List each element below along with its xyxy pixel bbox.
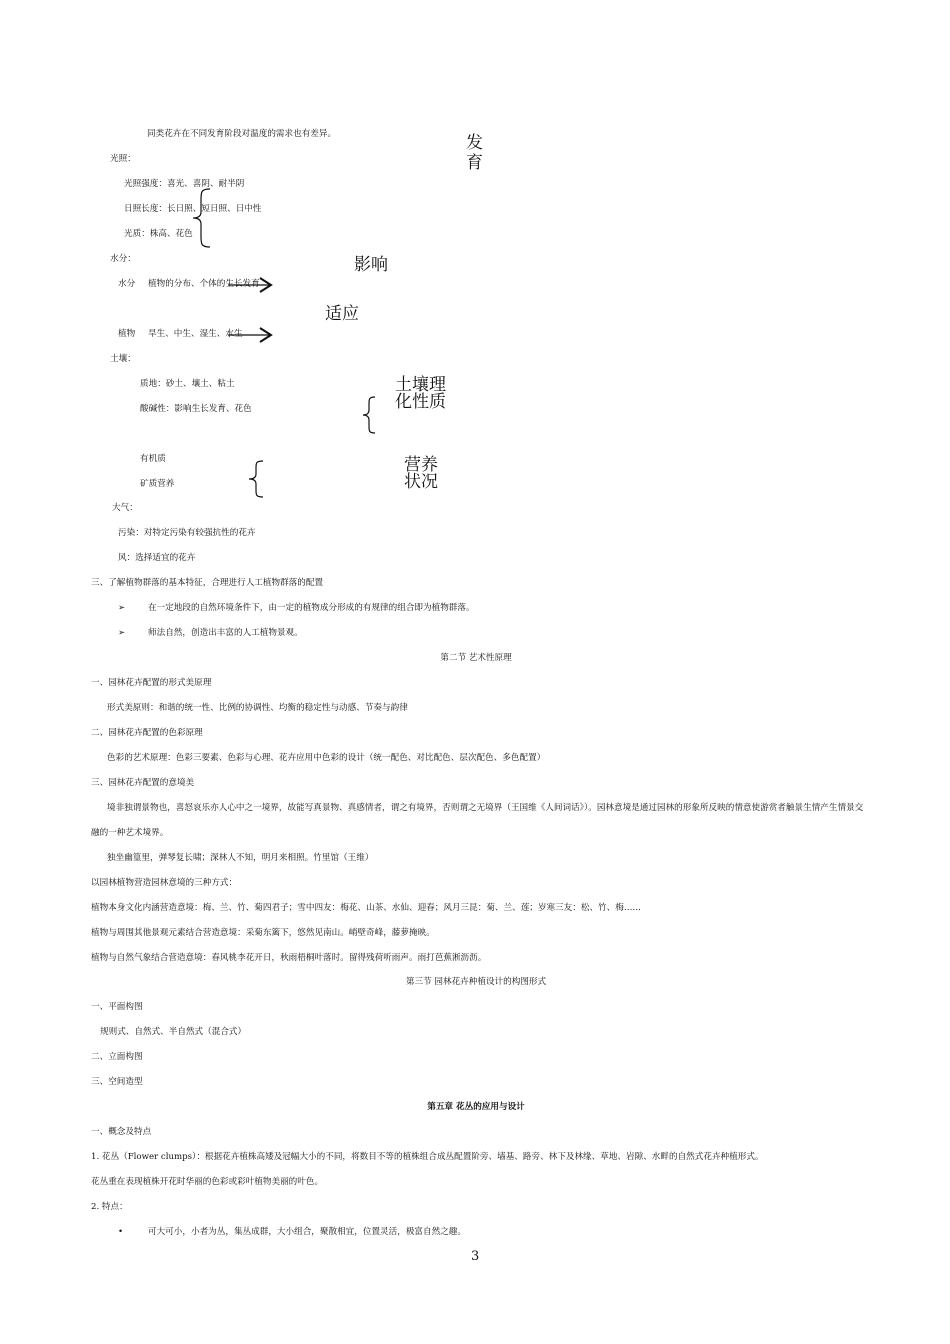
plant-col1: 植物 bbox=[118, 329, 136, 339]
chapter-5-title: 第五章 花丛的应用与设计 bbox=[427, 1102, 525, 1112]
water-col2: 植物的分布、个体的生长发育 bbox=[148, 279, 260, 289]
soil-property-brace bbox=[360, 396, 378, 434]
soil-property-label-1: 土壤理 bbox=[395, 375, 446, 395]
composition-heading-2: 二、立面构图 bbox=[91, 1052, 143, 1062]
bullet-marker-1: ➢ bbox=[118, 603, 126, 613]
nutrition-brace bbox=[246, 460, 266, 498]
wind-line: 风：选择适宜的花卉 bbox=[118, 553, 196, 563]
water-col1: 水分 bbox=[118, 279, 136, 289]
pollution-line: 污染：对特定污染有较强抗性的花卉 bbox=[118, 528, 256, 538]
soil-ph: 酸碱性：影响生长发育、花色 bbox=[140, 404, 252, 414]
composition-heading-1: 一、平面构图 bbox=[91, 1002, 143, 1012]
art-body-1: 形式美原则：和谐的统一性、比例的协调性、均衡的稳定性与动感、节奏与韵律 bbox=[107, 703, 408, 713]
soil-property-label-2: 化性质 bbox=[395, 392, 446, 412]
temp-note: 同类花卉在不同发育阶段对温度的需求也有差异。 bbox=[147, 129, 337, 139]
mineral-nutrition: 矿质营养 bbox=[140, 479, 175, 489]
way-3: 植物与自然气象结合营造意境：春风桃李花开日，秋雨梧桐叶落时。留得残荷听雨声。雨打芭蕉淅沥沥。 bbox=[91, 953, 487, 963]
light-heading: 光照： bbox=[110, 154, 136, 164]
influence-label: 影响 bbox=[354, 255, 388, 275]
composition-heading-3: 三、空间造型 bbox=[91, 1077, 143, 1087]
feature-item-1: 可大可小，小者为丛，集丛成群，大小组合，聚散相宜，位置灵活，极富自然之趣。 bbox=[148, 1227, 466, 1237]
develop-label-1: 发 bbox=[466, 133, 483, 153]
adapt-arrow bbox=[228, 327, 274, 343]
adapt-label: 适应 bbox=[325, 304, 359, 324]
art-heading-1: 一、园林花卉配置的形式美原理 bbox=[91, 678, 212, 688]
bullet-marker-2: ➢ bbox=[118, 628, 126, 638]
water-heading: 水分： bbox=[110, 254, 136, 264]
bullet-item-2: 师法自然，创造出丰富的人工植物景观。 bbox=[148, 628, 303, 638]
three-ways-heading: 以园林植物营造园林意境的三种方式： bbox=[91, 878, 238, 888]
definition-1: 1. 花丛（Flower clumps）：根据花卉植株高矮及冠幅大小的不同，将数目不等的植株组合成丛配置阶旁、墙基、路旁、林下及林缘、草地、岩隙、水畔的自然式花卉种植形式。 bbox=[91, 1152, 764, 1162]
section-3-title: 第三节 园林花卉种植设计的构图形式 bbox=[405, 977, 547, 987]
art-body-3-line-2: 融的一种艺术境界。 bbox=[91, 828, 169, 838]
light-length: 日照长度：长日照、短日照、日中性 bbox=[124, 204, 262, 214]
nutrition-label-2: 状况 bbox=[404, 472, 438, 492]
art-heading-2: 二、园林花卉配置的色彩原理 bbox=[91, 728, 203, 738]
light-intensity: 光照强度：喜光、喜阴、耐半阴 bbox=[124, 179, 245, 189]
definition-2: 花丛重在表现植株开花时华丽的色彩或彩叶植物美丽的叶色。 bbox=[91, 1177, 324, 1187]
poem-line: 独坐幽篁里，弹琴复长啸；深林人不知，明月来相照。竹里馆（王维） bbox=[107, 853, 374, 863]
concept-heading: 一、概念及特点 bbox=[91, 1127, 152, 1137]
develop-label-2: 育 bbox=[466, 153, 483, 173]
bullet-item-1: 在一定地段的自然环境条件下，由一定的植物成分形成的有规律的组合即为植物群落。 bbox=[148, 603, 475, 613]
light-quality: 光质：株高、花色 bbox=[124, 229, 193, 239]
art-heading-3: 三、园林花卉配置的意境美 bbox=[91, 778, 195, 788]
soil-heading: 土壤： bbox=[110, 354, 136, 364]
plant-col2: 旱生、中生、湿生、水生 bbox=[148, 329, 243, 339]
section-2-title: 第二节 艺术性原理 bbox=[440, 653, 512, 663]
features-heading: 2. 特点： bbox=[91, 1202, 128, 1212]
influence-arrow bbox=[228, 277, 274, 293]
light-brace bbox=[190, 188, 212, 248]
way-2: 植物与周围其他景观元素结合营造意境：采菊东篱下，悠然见南山。峭壁奇峰，藤萝掩映。 bbox=[91, 928, 435, 938]
art-body-2: 色彩的艺术原理：色彩三要素、色彩与心理、花卉应用中色彩的设计（统一配色、对比配色、层次配色、多色配置） bbox=[107, 753, 546, 763]
page-number: 3 bbox=[471, 1249, 480, 1264]
feature-bullet-marker: • bbox=[118, 1227, 124, 1237]
way-1: 植物本身文化内涵营造意境：梅、兰、竹、菊四君子；雪中四友：梅花、山茶、水仙、迎春；风月三昆：菊、兰、莲；岁寒三友：松、竹、梅…… bbox=[91, 903, 642, 913]
soil-texture: 质地：砂土、壤土、粘土 bbox=[140, 379, 235, 389]
section-three-heading: 三、了解植物群落的基本特征，合理进行人工植物群落的配置 bbox=[91, 578, 324, 588]
air-heading: 大气： bbox=[112, 503, 138, 513]
nutrition-label-1: 营养 bbox=[404, 455, 438, 475]
organic-matter: 有机质 bbox=[140, 454, 166, 464]
art-body-3-line-1: 境非独谓景物也，喜怒哀乐亦人心中之一境界，故能写真景物、真感情者，谓之有境界，否则谓之无境界（王国维《人间词话》）。园林意境是通过园林的形象所反映的情意使游赏者触景生情产生情景交 bbox=[107, 803, 864, 813]
composition-body-1: 规则式、自然式、半自然式（混合式） bbox=[100, 1027, 247, 1037]
